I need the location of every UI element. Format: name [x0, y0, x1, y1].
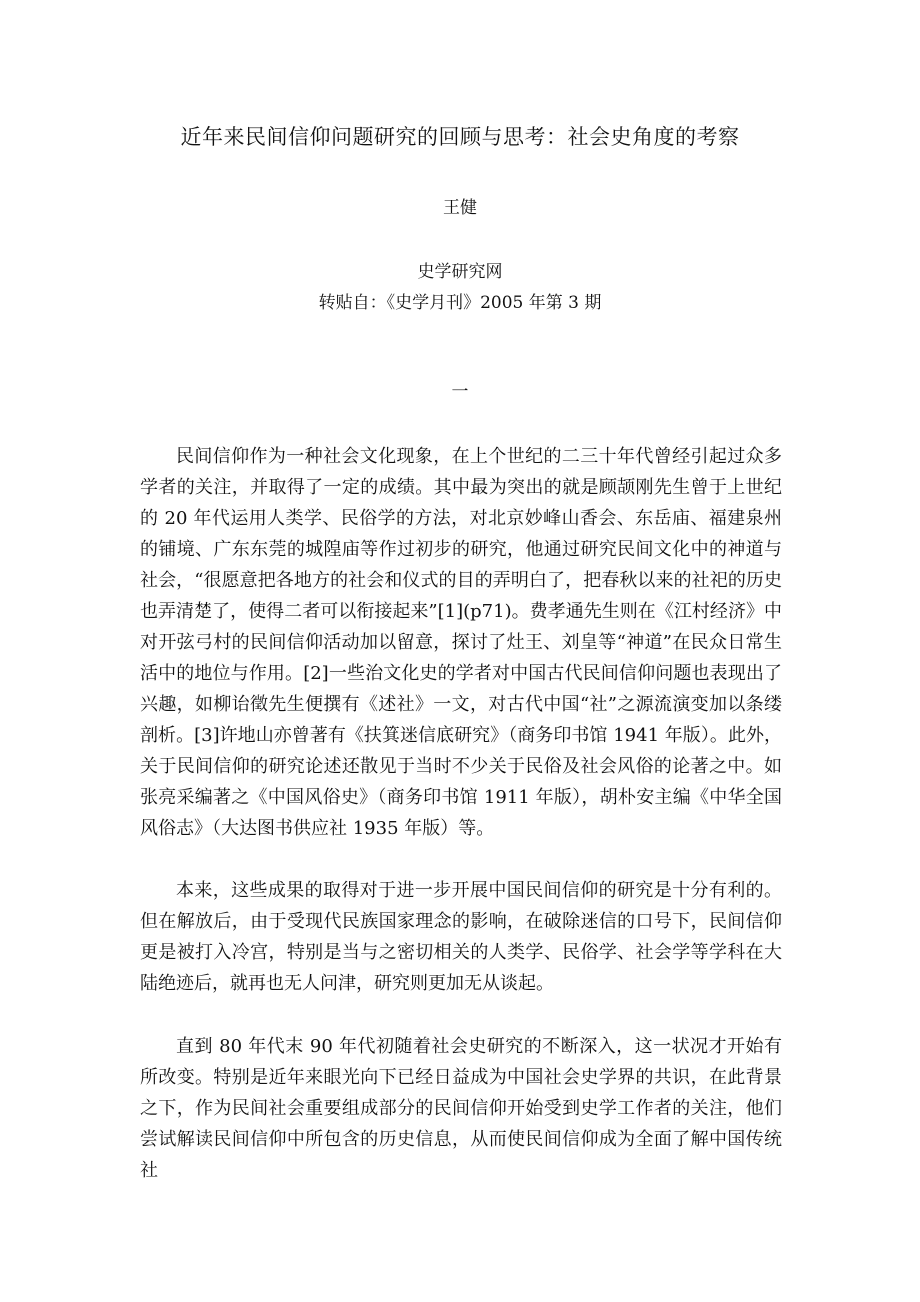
source-block [0, 257, 920, 319]
body-paragraph-2: 本来，这些成果的取得对于进一步开展中国民间信仰的研究是十分有利的。但在解放后，由于受现代民族国家理念的影响，在破除迷信的口号下，民间信仰更是被打入冷宫，特别是当与之密切相关的人类学、民俗学、社会学等学科在大陆绝迹后，就再也无人问津，研究则更加无从谈起。 [140, 880, 782, 994]
author-name: 王健 [443, 198, 477, 218]
repost-source: 转贴自：《史学月刊》2005 年第 3 期 [318, 293, 602, 313]
section-number: 一 [451, 382, 469, 402]
body-paragraph-1: 民间信仰作为一种社会文化现象，在上个世纪的二三十年代曾经引起过众多学者的关注，并取得了一定的成绩。其中最为突出的就是顾颉刚先生曾于上世纪的 20 年代运用人类学、民俗学的方法，对北京妙峰山香会、东岳庙、福建泉州的铺境、广东东莞的城隍庙等作过初步的研究，他通过研究民间文化中的神道与社会，“很愿意把各地方的社会和仪式的目的弄明白了，把春秋以来的社祀的历史也弄清楚了，使得二者可以衔接起来”[1](p71)。费孝通先生则在《江村经济》中对开弦弓村的民间信仰活动加以留意，探讨了灶王、刘皇等“神道”在民众日常生活中的地位与作用。[2]一些治文化史的学者对中国古代民间信仰问题也表现出了兴趣，如柳诒徵先生便撰有《述社》一文，对古代中国“社”之源流演变加以条缕剖析。[3]许地山亦曾著有《扶箕迷信底研究》（商务印书馆 1941 年版）。此外，关于民间信仰的研究论述还散见于当时不少关于民俗及社会风俗的论著之中。如张亮采编著之《中国风俗史》（商务印书馆 1911 年版），胡朴安主编《中华全国风俗志》（大达图书供应社 1935 年版）等。 [140, 446, 782, 839]
body-paragraph-3: 直到 80 年代末 90 年代初随着社会史研究的不断深入，这一状况才开始有所改变。特别是近年来眼光向下已经日益成为中国社会史学界的共识，在此背景之下，作为民间社会重要组成部分的民间信仰开始受到史学工作者的关注，他们尝试解读民间信仰中所包含的历史信息，从而使民间信仰成为全面了解中国传统社 [140, 1036, 782, 1181]
document-title: 近年来民间信仰问题研究的回顾与思考：社会史角度的考察 [180, 125, 740, 149]
source-site: 史学研究网 [417, 262, 503, 282]
